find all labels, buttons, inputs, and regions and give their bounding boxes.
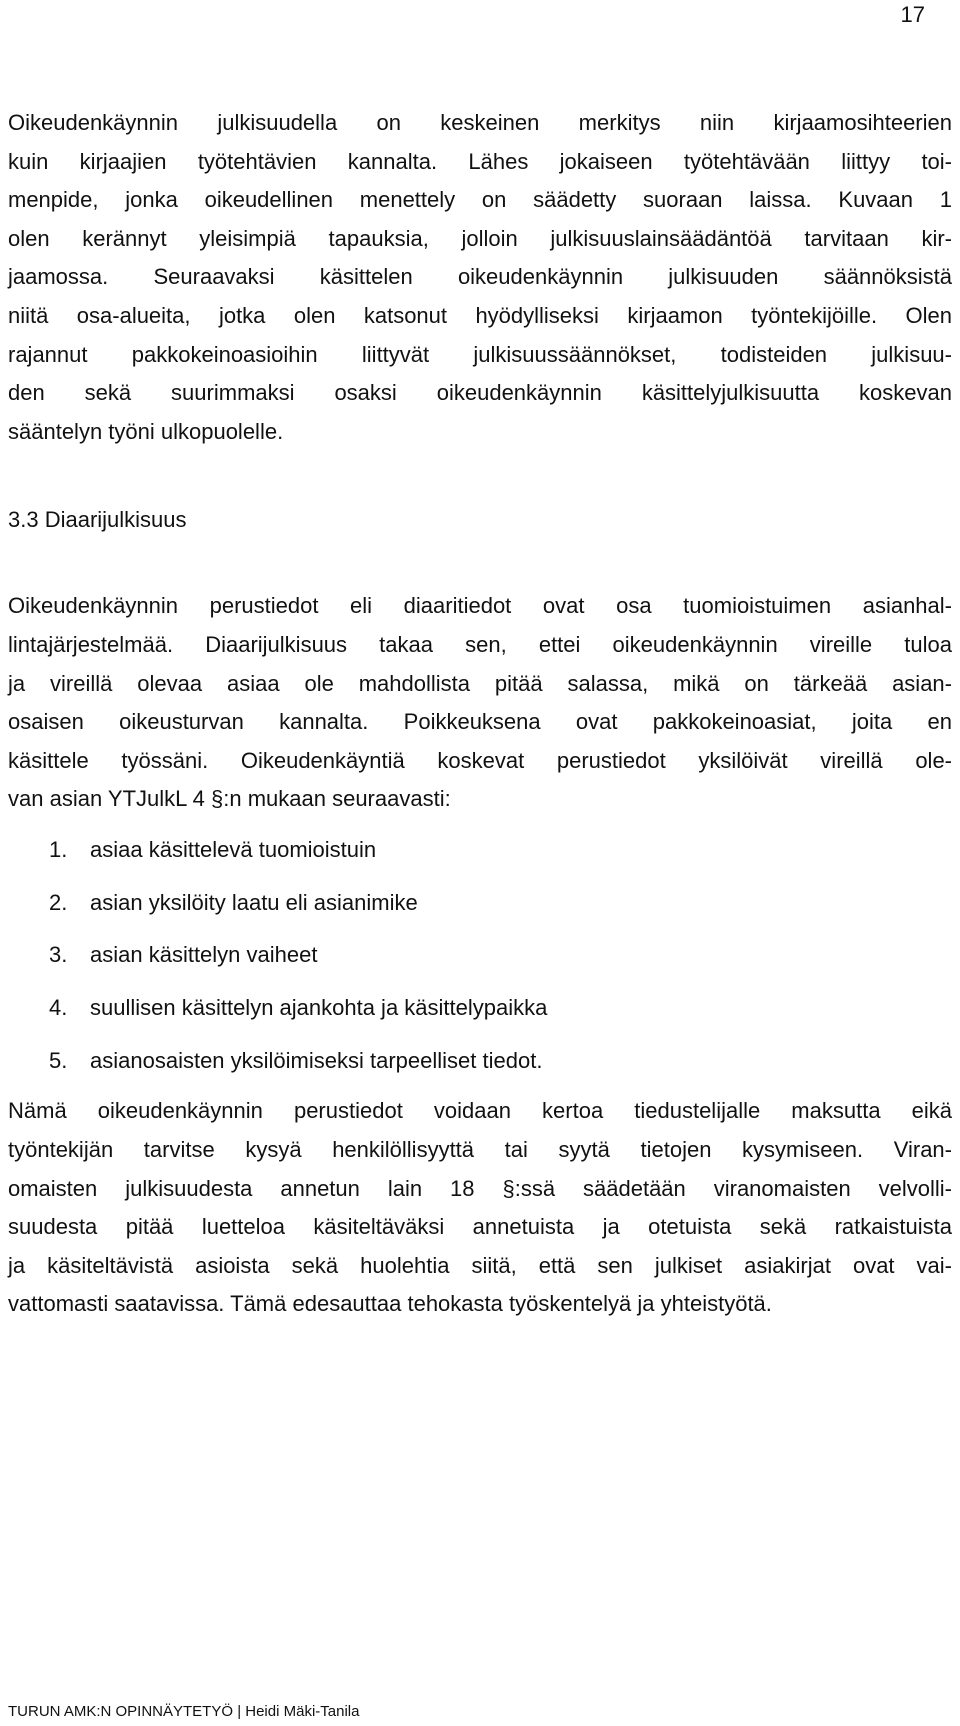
list-item	[8, 890, 952, 943]
paragraph-line: jaamossa. Seuraavaksi käsittelen oikeudenkäynnin julkisuuden säännöksistä	[8, 264, 952, 290]
paragraph-line: kuin kirjaajien työtehtävien kannalta. Lähes jokaiseen työtehtävään liittyy toi-	[8, 148, 952, 174]
paragraph-line: niitä osa-alueita, jotka olen katsonut hyödylliseksi kirjaamon työntekijöille. Olen	[8, 302, 952, 328]
paragraph-line: Oikeudenkäynnin perustiedot eli diaaritiedot ovat osa tuomioistuimen asianhal-	[8, 593, 952, 619]
perustiedot-list	[8, 837, 952, 1100]
list-item-text: asiaa käsittelevä tuomioistuin	[90, 836, 377, 862]
paragraph-3	[8, 1092, 952, 1324]
page-footer: TURUN AMK:N OPINNÄYTETYÖ | Heidi Mäki-Tanila	[8, 1703, 360, 1720]
paragraph-line: työntekijän tarvitse kysyä henkilöllisyyttä tai syytä tietojen kysymiseen. Viran-	[8, 1136, 952, 1162]
list-item	[8, 995, 952, 1048]
list-item	[8, 837, 952, 890]
list-item-text: asianosaisten yksilöimiseksi tarpeelliset tiedot.	[90, 1047, 543, 1073]
paragraph-line: ja vireillä olevaa asiaa ole mahdollista pitää salassa, mikä on tärkeää asian-	[8, 670, 952, 696]
paragraph-line: omaisten julkisuudesta annetun lain 18 §:ssä säädetään viranomaisten velvolli-	[8, 1175, 952, 1201]
paragraph-1	[8, 104, 952, 451]
paragraph-line: rajannut pakkokeinoasioihin liittyvät julkisuussäännökset, todisteiden julkisuu-	[8, 341, 952, 367]
paragraph-line: menpide, jonka oikeudellinen menettely on säädetty suoraan laissa. Kuvaan 1	[8, 187, 952, 213]
paragraph-line: käsittele työssäni. Oikeudenkäyntiä koskevat perustiedot yksilöivät vireillä ole-	[8, 747, 952, 773]
paragraph-line: suudesta pitää luetteloa käsiteltäväksi annetuista ja otetuista sekä ratkaistuista	[8, 1214, 952, 1240]
list-item	[8, 942, 952, 995]
paragraph-line: osaisen oikeusturvan kannalta. Poikkeuksena ovat pakkokeinoasiat, joita en	[8, 709, 952, 735]
list-item-text: asian yksilöity laatu eli asianimike	[90, 889, 418, 915]
paragraph-2	[8, 587, 952, 819]
page-number: 17	[900, 2, 925, 27]
paragraph-line: olen kerännyt yleisimpiä tapauksia, jolloin julkisuuslainsäädäntöä tarvitaan kir-	[8, 225, 952, 251]
paragraph-line: lintajärjestelmää. Diaarijulkisuus takaa sen, ettei oikeudenkäynnin vireille tuloa	[8, 631, 952, 657]
list-item-number: 1.	[49, 836, 68, 862]
list-item-number: 3.	[49, 942, 68, 968]
paragraph-line: van asian YTJulkL 4 §:n mukaan seuraavasti:	[8, 786, 451, 812]
list-item-text: asian käsittelyn vaiheet	[90, 942, 318, 968]
list-item-number: 2.	[49, 889, 68, 915]
paragraph-line: ja käsiteltävistä asioista sekä huolehtia siitä, että sen julkiset asiakirjat ovat vai-	[8, 1252, 952, 1278]
paragraph-line: sääntelyn työni ulkopuolelle.	[8, 418, 284, 444]
section-heading: 3.3 Diaarijulkisuus	[8, 507, 187, 533]
list-item-text: suullisen käsittelyn ajankohta ja käsittelypaikka	[90, 994, 548, 1020]
paragraph-line: Nämä oikeudenkäynnin perustiedot voidaan kertoa tiedustelijalle maksutta eikä	[8, 1098, 952, 1124]
paragraph-line: vattomasti saatavissa. Tämä edesauttaa tehokasta työskentelyä ja yhteistyötä.	[8, 1291, 772, 1317]
list-item-number: 5.	[49, 1047, 68, 1073]
paragraph-line: den sekä suurimmaksi osaksi oikeudenkäynnin käsittelyjulkisuutta koskevan	[8, 380, 952, 406]
document-body	[8, 104, 952, 1324]
paragraph-line: Oikeudenkäynnin julkisuudella on keskeinen merkitys niin kirjaamosihteerien	[8, 110, 952, 135]
list-item-number: 4.	[49, 994, 68, 1020]
